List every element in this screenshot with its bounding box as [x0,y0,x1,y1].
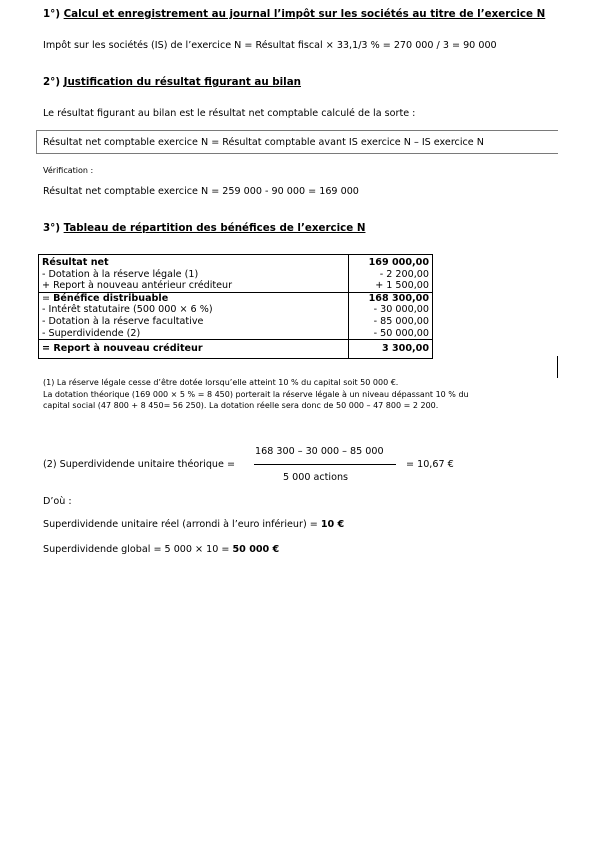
footnote-line: capital social (47 800 + 8 450= 56 250). La dotation réelle sera donc de 50 000 – 47 800 = 2 200. [43,401,439,410]
verification-label: Vérification : [43,166,94,175]
superdividend-value: - 50 000,00 [373,327,429,339]
section3-heading [43,222,365,234]
optional-reserve-label: - Dotation à la réserve facultative [42,315,204,327]
superdividend-real-label: Superdividende unitaire réel (arrondi à l’euro inférieur) = [43,519,321,530]
prior-carry-forward-value: + 1 500,00 [375,280,429,292]
statutory-interest-value: - 30 000,00 [373,304,429,316]
section1-title: Calcul et enregistrement au journal l’impôt sur les sociétés au titre de l’exercice N [63,8,546,20]
footnote-line: (1) La réserve légale cesse d’être dotée lorsqu’elle atteint 10 % du capital soit 50 000 €. [43,378,399,387]
fraction-bar [254,464,396,465]
distribution-table [38,254,433,359]
block2-labels [39,292,349,339]
fraction-denominator: 5 000 actions [283,472,349,483]
superdividend-label: - Superdividende (2) [42,327,141,339]
fraction-numerator: 168 300 – 30 000 – 85 000 [255,446,384,457]
carry-forward-label: = Report à nouveau créditeur [42,343,203,355]
block1-labels [39,255,349,293]
statutory-interest-label: - Intérêt statutaire (500 000 × 6 %) [42,304,213,316]
section2-intro: Le résultat figurant au bilan est le résultat net comptable calculé de la sorte : [43,108,416,119]
distributable-label: Bénéfice distribuable [53,292,169,304]
section3-title: Tableau de répartition des bénéfices de l’exercice N [63,222,366,234]
distributable-value: 168 300,00 [368,292,429,304]
superdividend-real-line [43,519,344,530]
formula-text: Résultat net comptable exercice N = Résultat comptable avant IS exercice N – IS exercice N [43,137,484,148]
section1-number: 1°) [43,8,61,20]
dou-label: D’où : [43,496,72,507]
superdividend-global-value: 50 000 € [232,544,280,555]
superdividend-real-value: 10 € [320,519,345,530]
table-block-1 [39,255,433,293]
block1-values [349,255,433,293]
page-vertical-mark [557,356,558,378]
section2-heading [43,76,301,88]
formula-box [36,130,558,154]
optional-reserve-value: - 85 000,00 [373,315,429,327]
carry-forward-value: 3 300,00 [381,343,429,355]
section2-title: Justification du résultat figurant au bilan [63,76,301,88]
legal-reserve-value: - 2 200,00 [379,268,429,280]
distributable-prefix: = [42,292,54,304]
net-result-value: 169 000,00 [368,257,429,268]
block2-values [349,292,433,339]
footnote-1 [43,377,469,412]
superdividend-global-label: Superdividende global = 5 000 × 10 = [43,544,233,555]
net-result-label: Résultat net [42,257,109,268]
table-total-row [39,340,433,359]
superdividend-theoretical-result: = 10,67 € [406,459,454,470]
superdividend-theoretical-label: (2) Superdividende unitaire théorique = [43,459,235,470]
prior-carry-forward-label: + Report à nouveau antérieur créditeur [42,280,233,292]
superdividend-global-line [43,544,279,555]
legal-reserve-label: - Dotation à la réserve légale (1) [42,268,199,280]
verification-line: Résultat net comptable exercice N = 259 000 - 90 000 = 169 000 [43,186,359,197]
section1-heading [43,8,545,20]
footnote-line: La dotation théorique (169 000 × 5 % = 8 450) porterait la réserve légale à un niveau dépassant 10 % du [43,389,469,399]
table-block-2 [39,292,433,339]
section2-number: 2°) [43,76,61,88]
section3-number: 3°) [43,222,61,234]
section1-line: Impôt sur les sociétés (IS) de l’exercice N = Résultat fiscal × 33,1/3 % = 270 000 / 3 = 90 000 [43,40,497,51]
